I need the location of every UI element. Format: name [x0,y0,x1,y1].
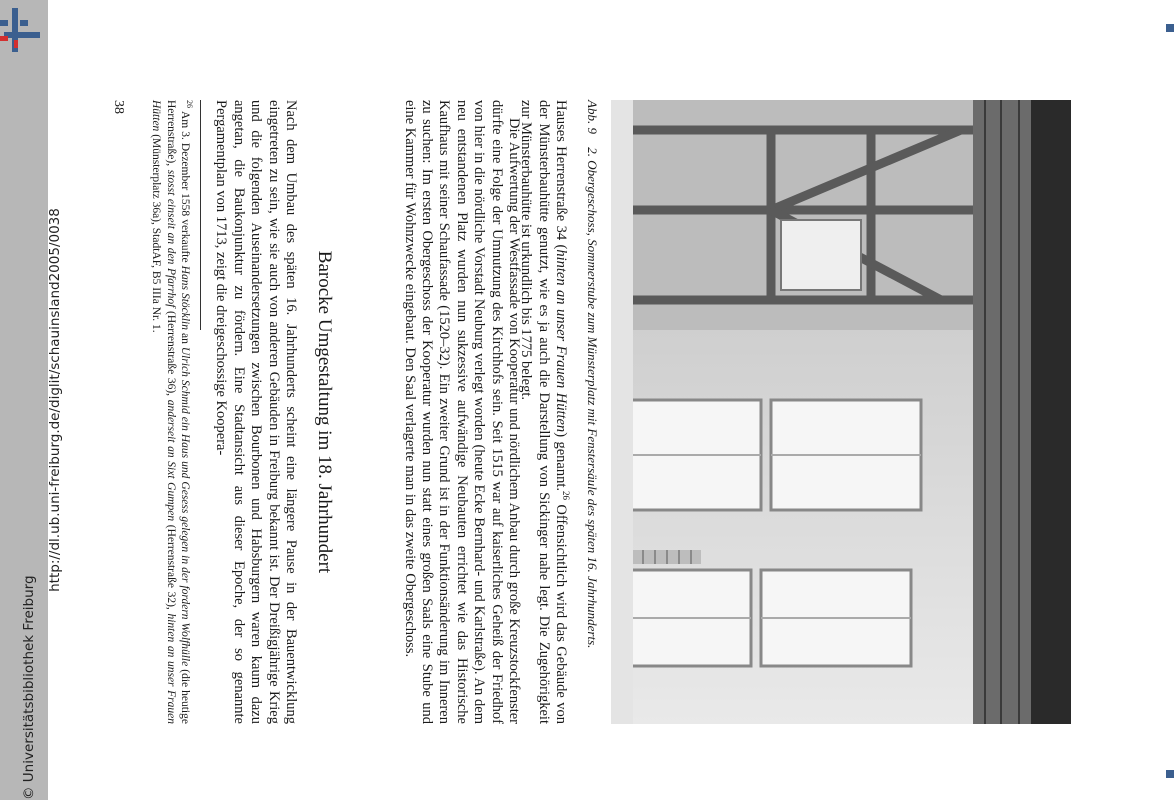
figure-caption-text: 2. Obergeschoss, Sommerstube zum Münsterplatz mit Fenstersäule des späten 16. Jahrhunderts. [585,147,600,649]
footnote-reference: 26 [561,490,571,500]
section-heading: Barocke Umgestaltung im 18. Jahrhundert [314,250,335,574]
document-url[interactable]: http://dl.ub.uni-freiburg.de/diglit/schauinsland2005/0038 [47,208,63,592]
paragraph: Nach dem Umbau des späten 16. Jahrhunderts scheint eine längere Pause in der Bauentwicklung eingetreten zu sein, wie sie auch von anderen Gebäuden in Freiburg bekannt ist. Der Dreißigjährige Krieg und die folgenden Auseinandersetzungen zwischen Bourbonen und Habsburgern waren kaum dazu angetan, die Baukonjunktur zu fördern. Eine Stadtansicht aus dieser Epoche, der so genannte Pergamentplan von 1713, zeigt die dreigeschossige Koopera- [213,100,299,724]
paragraph: Hauses Herrenstraße 34 (hinten an unser Frauen Hütten) genannt.$^{26}$ Offensichtlich wird das Gebäude von der Münsterbauhütte genutzt, wie es ja auch die Darstellung von Sickinger nahe legt. Die Zugehörigkeit zur Münsterbauhütte ist urkundlich bis 1775 belegt. [518,100,571,724]
footnote: $^{26}$Am 3. Dezember 1558 verkaufte Hans Stöcklin an Ulrich Schmid ein Haus und Gesess gelegen in der fordern Wolfhülle (die heutige Herrenstraße), stosst einseit an den Pfarrhof (Herrenstraße 36), anderseit an Sixt Gumpen (Herrenstraße 32), hinten an unser Frauen Hütten (Münsterplatz 36a), StadtAF, B5 IIIa Nr. 1. [149,100,194,725]
figure-caption [584,100,601,720]
copyright-notice: © Universitätsbibliothek Freiburg [21,575,37,800]
footnote-divider [200,100,201,330]
interior-photo [611,100,1071,724]
figure-label: Abb. 9 [585,100,600,134]
page-number: 38 [111,100,126,114]
paragraph: Die Aufwertung der Westfassade von Kooperatur und nördlichem Anbau durch große Kreuzstockfenster dürfte eine Folge der Umnutzung des Kirchhofs sein. Seit 1515 war auf kaiserliches Geheiß der Friedhof von hier in die nördliche Vorstadt Neuburg verlegt worden (heute Ecke Bernhard- und Karlstraße). An dem neu entstandenen Platz wurden nun sukzessive aufwändige Neubauten errichtet wie das Historische Kaufhaus mit seiner Schaufassade (1520–32). Ein zweiter Grund ist in der Funktionsänderung im Inneren zu suchen: Im ersten Obergeschoss der Kooperatur wurden nun statt eines großen Saals eine Stube und eine Kammer für Wohnzwecke eingebaut. Den Saal verlagerte man in das zweite Obergeschoss. [401,100,522,724]
